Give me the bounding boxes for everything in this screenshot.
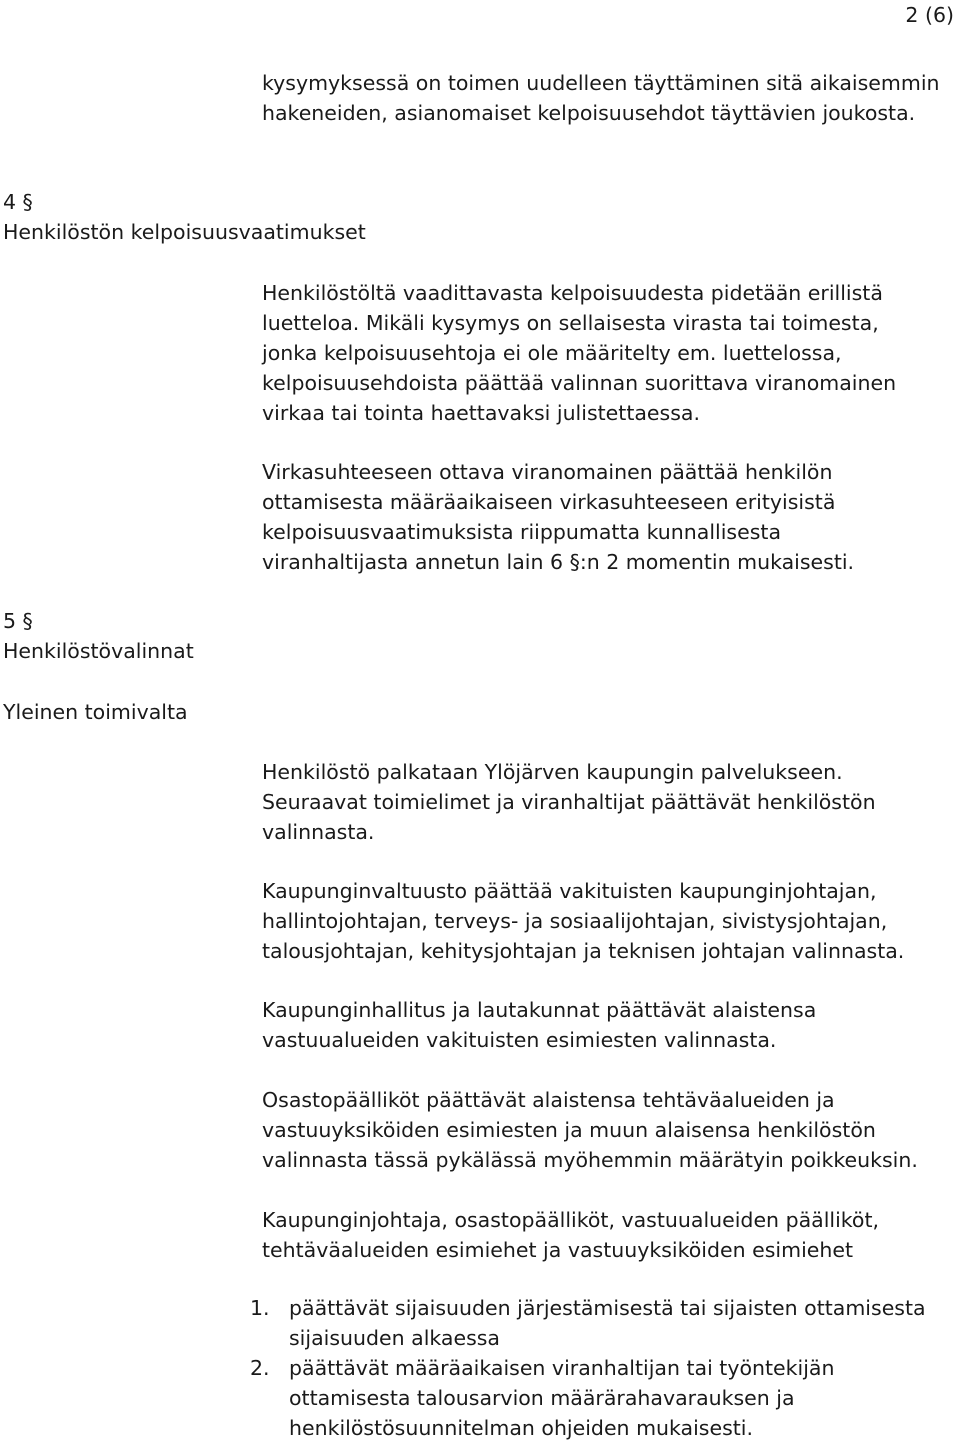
text-line: tehtäväalueiden esimiehet ja vastuuyksiköiden esimiehet bbox=[262, 1238, 854, 1262]
text-line: luetteloa. Mikäli kysymys on sellaisesta virasta tai toimesta, bbox=[262, 311, 879, 335]
section-5-number: 5 § bbox=[3, 609, 33, 633]
text-line: valinnasta. bbox=[262, 820, 375, 844]
section-4-number: 4 § bbox=[3, 190, 33, 214]
text-line: hakeneiden, asianomaiset kelpoisuusehdot täyttävien joukosta. bbox=[262, 101, 916, 125]
text-line: ottamisesta määräaikaiseen virkasuhteeseen erityisistä bbox=[262, 490, 836, 514]
text-line: vastuuyksiköiden esimiesten ja muun alaisensa henkilöstön bbox=[262, 1118, 876, 1142]
text-line: Henkilöstöltä vaadittavasta kelpoisuudesta pidetään erillistä bbox=[262, 281, 883, 305]
list-number: 2. bbox=[250, 1356, 270, 1380]
text-line: Kaupunginjohtaja, osastopäälliköt, vastuualueiden päälliköt, bbox=[262, 1208, 880, 1232]
text-line: henkilöstösuunnitelman ohjeiden mukaisesti. bbox=[289, 1416, 754, 1440]
text-line: Osastopäälliköt päättävät alaistensa tehtäväalueiden ja bbox=[262, 1088, 835, 1112]
text-line: ottamisesta talousarvion määrärahavarauksen ja bbox=[289, 1386, 795, 1410]
text-line: Kaupunginhallitus ja lautakunnat päättävät alaistensa bbox=[262, 998, 817, 1022]
text-line: Seuraavat toimielimet ja viranhaltijat päättävät henkilöstön bbox=[262, 790, 876, 814]
section-4-title: Henkilöstön kelpoisuusvaatimukset bbox=[3, 220, 366, 244]
text-line: sijaisuuden alkaessa bbox=[289, 1326, 500, 1350]
text-line: kysymyksessä on toimen uudelleen täyttäminen sitä aikaisemmin bbox=[262, 71, 940, 95]
page-number: 2 (6) bbox=[905, 3, 954, 27]
text-line: talousjohtajan, kehitysjohtajan ja teknisen johtajan valinnasta. bbox=[262, 939, 905, 963]
text-line: vastuualueiden vakituisten esimiesten valinnasta. bbox=[262, 1028, 777, 1052]
text-line: virkaa tai tointa haettavaksi julistettaessa. bbox=[262, 401, 700, 425]
section-5-paragraph-2 bbox=[262, 876, 904, 966]
section-5-subtitle: Yleinen toimivalta bbox=[3, 700, 188, 724]
section-5-paragraph-3 bbox=[262, 995, 816, 1055]
section-4-paragraph-1 bbox=[262, 278, 896, 428]
section-5-paragraph-5 bbox=[262, 1205, 879, 1265]
text-line: valinnasta tässä pykälässä myöhemmin määrätyin poikkeuksin. bbox=[262, 1148, 918, 1172]
text-line: Henkilöstö palkataan Ylöjärven kaupungin palvelukseen. bbox=[262, 760, 843, 784]
text-line: päättävät määräaikaisen viranhaltijan tai työntekijän bbox=[289, 1356, 835, 1380]
text-line: viranhaltijasta annetun lain 6 §:n 2 momentin mukaisesti. bbox=[262, 550, 855, 574]
list-number: 1. bbox=[250, 1296, 270, 1320]
section-4-paragraph-2 bbox=[262, 457, 854, 577]
intro-paragraph bbox=[262, 68, 940, 128]
text-line: kelpoisuusvaatimuksista riippumatta kunnallisesta bbox=[262, 520, 782, 544]
list-text bbox=[289, 1293, 926, 1353]
section-5-title: Henkilöstövalinnat bbox=[3, 639, 194, 663]
section-5-paragraph-1 bbox=[262, 757, 876, 847]
text-line: Virkasuhteeseen ottava viranomainen päättää henkilön bbox=[262, 460, 833, 484]
section-5-paragraph-4 bbox=[262, 1085, 918, 1175]
text-line: Kaupunginvaltuusto päättää vakituisten kaupunginjohtajan, bbox=[262, 879, 877, 903]
text-line: kelpoisuusehdoista päättää valinnan suorittava viranomainen bbox=[262, 371, 897, 395]
list-text bbox=[289, 1353, 834, 1443]
text-line: päättävät sijaisuuden järjestämisestä tai sijaisten ottamisesta bbox=[289, 1296, 926, 1320]
text-line: jonka kelpoisuusehtoja ei ole määritelty em. luettelossa, bbox=[262, 341, 842, 365]
text-line: hallintojohtajan, terveys- ja sosiaalijohtajan, sivistysjohtajan, bbox=[262, 909, 888, 933]
